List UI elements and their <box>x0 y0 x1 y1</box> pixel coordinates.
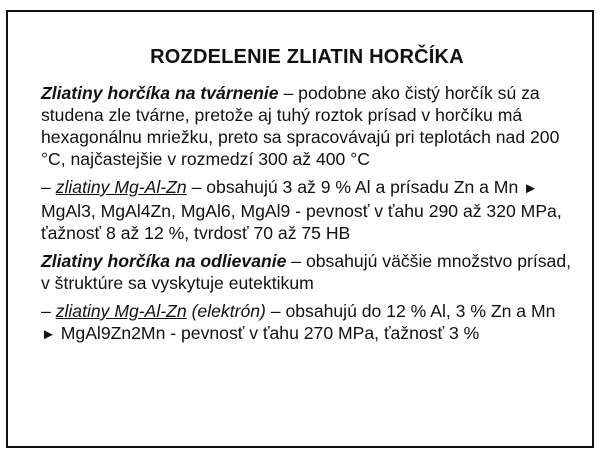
alloy-note: (elektrón) <box>191 301 266 321</box>
document-frame <box>6 10 594 448</box>
alloy-name: zliatiny Mg-Al-Zn <box>55 177 187 197</box>
forming-alloy-item <box>41 176 573 244</box>
item-dash: – <box>41 301 56 321</box>
alloy-properties: MgAl9Zn2Mn - pevnosť v ťahu 270 MPa, ťažnosť 3 % <box>55 323 480 343</box>
right-arrow-icon: ► <box>523 180 538 197</box>
right-arrow-icon: ► <box>41 326 56 343</box>
item-dash: – <box>41 177 56 197</box>
section-casting-text: – obsahujú väčšie množstvo prísad, v štruktúre sa vyskytuje eutektikum <box>41 251 572 293</box>
section-forming-text: – podobne ako čistý horčík sú za studena zle tvárne, pretože aj tuhý roztok prísad v horčíku má hexagonálnu mriežku, preto sa spracovávajú pri teplotách nad 200 °C, najčastejšie v rozmedzí 300 až 400 °C <box>41 83 560 169</box>
alloy-composition: – obsahujú 3 až 9 % Al a prísadu Zn a Mn <box>186 177 524 197</box>
alloy-properties: MgAl3, MgAl4Zn, MgAl6, MgAl9 - pevnosť v ťahu 290 až 320 MPa, ťažnosť 8 až 12 %, tvrdosť 70 až 75 HB <box>41 201 562 243</box>
section-casting-heading: Zliatiny horčíka na odlievanie <box>41 251 287 271</box>
alloy-name: zliatiny Mg-Al-Zn <box>55 301 187 321</box>
section-forming-paragraph <box>41 82 573 170</box>
section-forming-heading: Zliatiny horčíka na tvárnenie <box>41 83 279 103</box>
document-title: ROZDELENIE ZLIATIN HORČÍKA <box>150 46 464 68</box>
section-casting-paragraph <box>41 250 573 294</box>
alloy-composition: – obsahujú do 12 % Al, 3 % Zn a Mn <box>265 301 556 321</box>
casting-alloy-item <box>41 300 573 346</box>
document-content <box>41 12 573 352</box>
